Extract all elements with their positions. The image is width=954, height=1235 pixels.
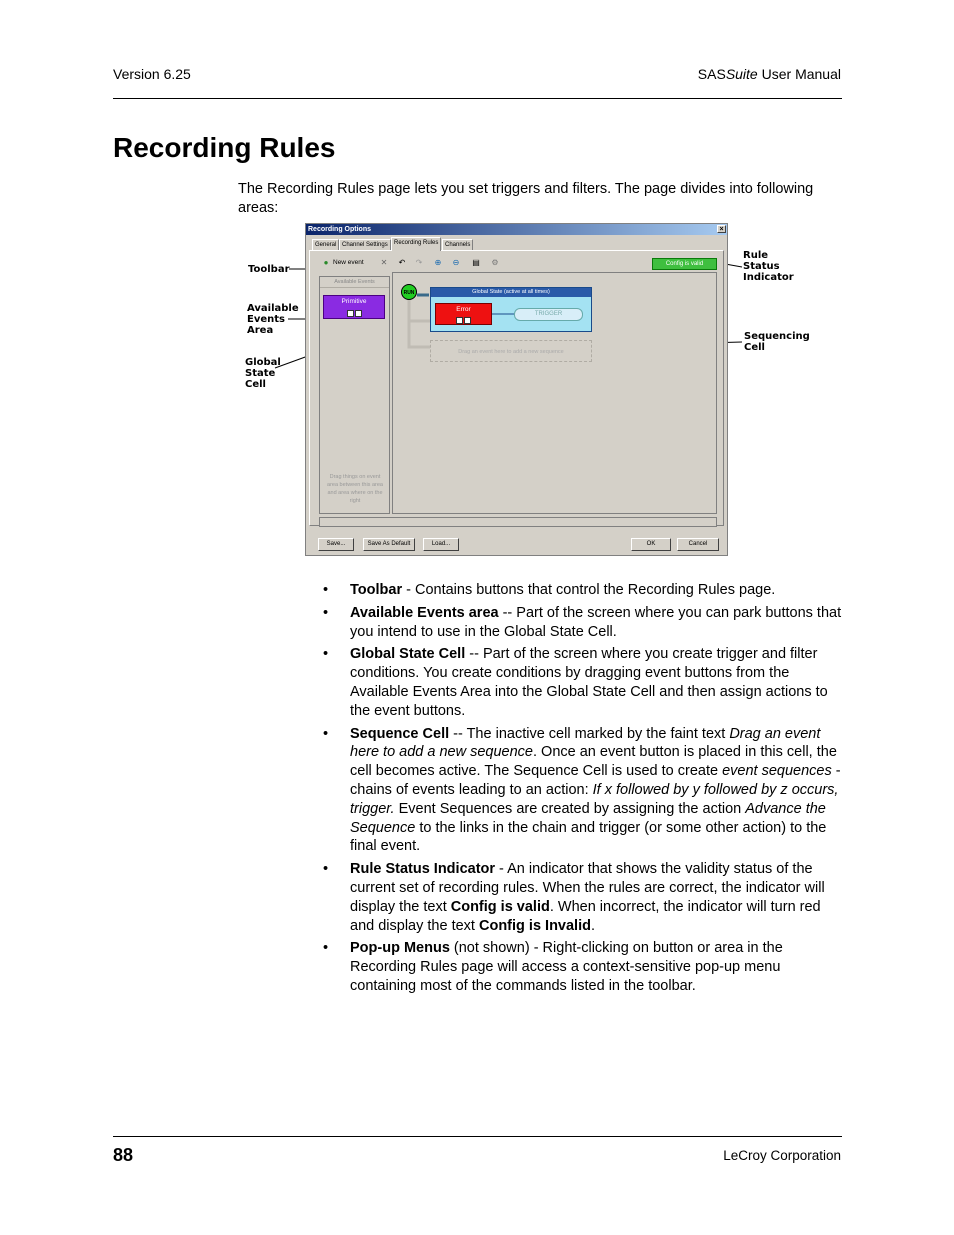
window-title — [306, 224, 727, 235]
item-term: Available Events area — [350, 604, 499, 621]
item-term: Pop-up Menus — [350, 940, 450, 957]
list-item — [323, 725, 845, 857]
callout-text: Events — [247, 314, 285, 325]
error-event-button[interactable] — [435, 303, 492, 325]
list-item — [323, 645, 845, 720]
callout-text: Indicator — [743, 272, 794, 283]
callout-text: Status — [743, 261, 780, 272]
redo-icon[interactable]: ↷ — [415, 258, 423, 267]
callout-global-state — [245, 357, 281, 390]
item-strong: Config is Invalid — [478, 917, 591, 934]
run-indicator[interactable]: RUN — [401, 284, 417, 300]
zoom-out-icon[interactable]: ⊖ — [452, 258, 460, 267]
item-emphasis: Drag an event here to add a new sequence — [350, 725, 821, 761]
error-markers — [436, 315, 491, 326]
item-term: Global State Cell — [350, 646, 466, 663]
callout-rule-status — [743, 250, 794, 283]
primitive-markers — [324, 308, 384, 320]
callout-text: Area — [247, 325, 274, 336]
zoom-in-icon[interactable]: ⊕ — [434, 258, 442, 267]
callout-text: Available — [247, 303, 299, 314]
callout-text: Global — [245, 357, 281, 368]
manual-prefix: SAS — [697, 66, 726, 82]
recording-rules-figure — [244, 222, 810, 562]
manual-italic: Suite — [725, 66, 758, 82]
rules-canvas[interactable] — [392, 272, 717, 514]
footer-company: LeCroy Corporation — [723, 1148, 841, 1163]
header-version: Version 6.25 — [113, 66, 191, 82]
tab-channel-settings[interactable]: Channel Settings — [339, 239, 391, 251]
item-text: -- Part of the screen where you can park buttons that you intend to use in the Global State Cell. — [350, 604, 842, 640]
available-events-header: Available Events — [320, 277, 389, 288]
close-icon[interactable]: × — [717, 225, 726, 233]
error-label: Error — [456, 306, 471, 313]
callout-text: Cell — [245, 379, 266, 390]
item-text: - chains of events leading to an action: — [350, 763, 841, 798]
item-text: -- The inactive cell marked by the faint text — [449, 725, 730, 742]
areas-list — [323, 581, 845, 1000]
callout-text: Cell — [744, 342, 765, 353]
callout-toolbar: Toolbar — [248, 264, 290, 275]
manual-suffix: User Manual — [757, 66, 841, 82]
list-item — [323, 939, 845, 995]
callout-text: Rule — [743, 250, 769, 261]
primitive-event-button[interactable] — [323, 295, 385, 319]
list-item — [323, 581, 845, 600]
status-bar — [319, 517, 717, 527]
item-emphasis: If x followed by y followed by z occurs, trigger. — [350, 781, 839, 817]
new-event-icon[interactable]: ● — [323, 258, 329, 267]
item-text: Event Sequences are created by assigning the action — [394, 800, 746, 817]
footer-rule — [113, 1136, 842, 1137]
tab-recording-rules[interactable]: Recording Rules — [391, 237, 441, 251]
list-item — [323, 860, 845, 935]
item-text: . — [590, 917, 595, 934]
save-button[interactable]: Save... — [318, 538, 354, 551]
trigger-action[interactable]: TRIGGER — [514, 308, 583, 321]
ok-button[interactable]: OK — [631, 538, 671, 551]
options-icon[interactable]: ⚙ — [491, 258, 499, 267]
item-text: - An indicator that shows the validity status of the current set of recording rules. When the rules are correct, the indicator will display the text — [350, 861, 825, 915]
save-as-default-button[interactable]: Save As Default — [363, 538, 415, 551]
window-title-text: Recording Options — [308, 226, 371, 233]
item-term: Rule Status Indicator — [350, 861, 496, 878]
item-text: (not shown) - Right-clicking on button or area in the Recording Rules page will access a context-sensitive pop-up menu containing most of the commands listed in the toolbar. — [350, 940, 783, 994]
marker-icon — [347, 310, 354, 317]
marker-icon — [464, 317, 471, 324]
export-icon[interactable]: ▤ — [472, 258, 480, 267]
global-state-cell[interactable] — [430, 287, 592, 332]
global-connector — [409, 300, 430, 321]
primitive-label: Primitive — [341, 298, 367, 305]
item-strong: Config is valid — [450, 898, 550, 915]
marker-icon — [355, 310, 362, 317]
undo-icon[interactable]: ↶ — [398, 258, 406, 267]
intro-paragraph: The Recording Rules page lets you set triggers and filters. The page divides into following areas: — [238, 181, 814, 216]
page-title: Recording Rules — [113, 132, 336, 163]
recording-options-window — [305, 223, 728, 556]
item-emphasis: Advance the Sequence — [350, 800, 826, 836]
load-button[interactable]: Load... — [423, 538, 459, 551]
header-manual-title — [698, 66, 841, 82]
available-events-hint: Drag things on event area between this area and area where on the right — [327, 474, 383, 504]
available-events-area[interactable] — [319, 276, 390, 514]
callout-available-events — [247, 303, 299, 336]
page-number: 88 — [113, 1145, 134, 1165]
callout-text: Sequencing — [744, 331, 810, 342]
item-text: -- Part of the screen where you create trigger and filter conditions. You create conditions by dragging event buttons from the Available Events Area into the Global State Cell and then assign actions to the event buttons. — [350, 646, 828, 719]
rule-status-indicator: Config is valid — [652, 258, 717, 270]
callout-sequencing — [744, 331, 810, 353]
global-state-header: Global State (active at all times) — [431, 288, 591, 297]
tab-general[interactable]: General — [312, 239, 339, 251]
item-text: to the links in the chain and trigger (or some other action) to the final event. — [350, 819, 827, 855]
sequence-cell[interactable]: Drag an event here to add a new sequence — [430, 340, 592, 362]
marker-icon — [456, 317, 463, 324]
list-item — [323, 604, 845, 642]
item-emphasis: event sequences — [722, 763, 832, 780]
callout-text: State — [245, 368, 276, 379]
item-text: - Contains buttons that control the Recording Rules page. — [402, 582, 776, 598]
item-term: Toolbar — [350, 582, 403, 598]
header-rule — [113, 98, 842, 99]
item-text: . When incorrect, the indicator will turn red and display the text — [350, 898, 821, 934]
tab-channels[interactable]: Channels — [442, 239, 473, 251]
item-term: Sequence Cell — [350, 725, 450, 742]
sequence-connector — [409, 321, 430, 347]
cancel-button[interactable]: Cancel — [677, 538, 719, 551]
item-text: . Once an event button is placed in this cell, the cell becomes active. The Sequence Cell is used to create — [350, 744, 837, 780]
delete-icon[interactable]: ✕ — [380, 258, 388, 267]
new-event-button[interactable]: New event — [333, 259, 364, 266]
